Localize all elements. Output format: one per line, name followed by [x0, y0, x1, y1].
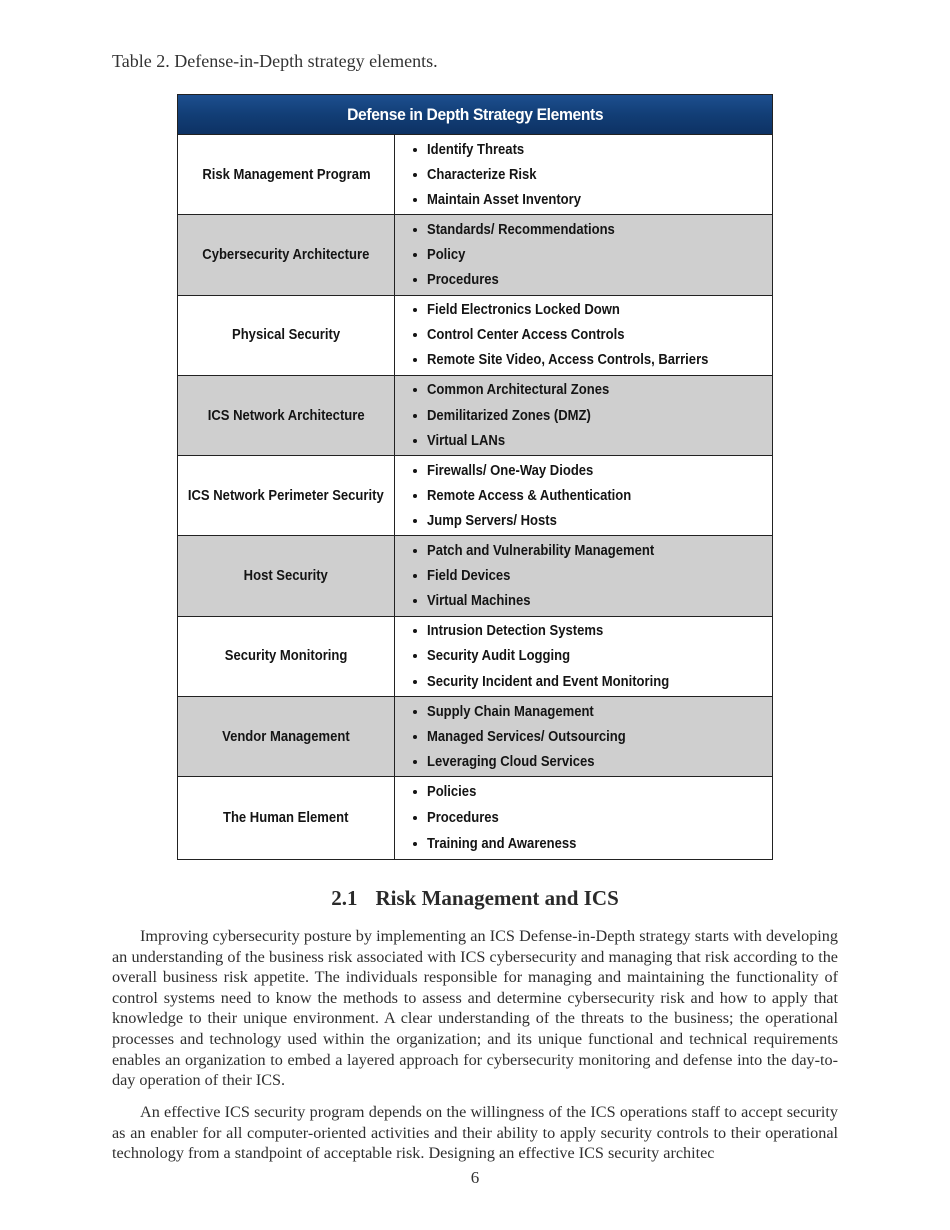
table-row [178, 777, 772, 859]
row-category-label: The Human Element [223, 810, 349, 827]
list-item [413, 463, 772, 479]
list-item [413, 543, 772, 559]
list-item-text: Policies [427, 784, 477, 801]
bullet-icon [413, 278, 417, 282]
bullet-icon [413, 710, 417, 714]
row-category-cell [178, 536, 395, 615]
section-number: 2.1 [331, 886, 358, 910]
list-item [413, 810, 772, 826]
row-items-cell [395, 777, 772, 859]
bullet-icon [413, 519, 417, 523]
list-item-text: Patch and Vulnerability Management [427, 543, 655, 560]
bullet-icon [413, 760, 417, 764]
list-item [413, 784, 772, 800]
list-item-text: Common Architectural Zones [427, 382, 610, 399]
row-items-cell [395, 617, 772, 696]
row-items-cell [395, 456, 772, 535]
bullet-icon [413, 333, 417, 337]
list-item [413, 488, 772, 504]
table-row [178, 697, 772, 777]
list-item-text: Training and Awareness [427, 836, 577, 853]
list-item-text: Virtual Machines [427, 593, 531, 610]
list-item-text: Policy [427, 246, 466, 263]
list-item-text: Security Audit Logging [427, 648, 571, 665]
bullet-icon [413, 414, 417, 418]
row-category-label: Vendor Management [222, 728, 350, 745]
list-item [413, 729, 772, 745]
bullet-icon [413, 735, 417, 739]
list-item-text: Identify Threats [427, 141, 525, 158]
list-item [413, 382, 772, 398]
list-item-text: Field Devices [427, 568, 511, 585]
row-category-cell [178, 376, 395, 455]
row-category-cell [178, 296, 395, 375]
table-title: Defense in Depth Strategy Elements [346, 104, 604, 124]
row-category-label: ICS Network Perimeter Security [188, 487, 384, 504]
list-item [413, 408, 772, 424]
table-header [178, 95, 772, 135]
bullet-icon [413, 173, 417, 177]
list-item [413, 142, 772, 158]
row-category-label: Cybersecurity Architecture [202, 246, 370, 263]
bullet-icon [413, 842, 417, 846]
list-item-text: Firewalls/ One-Way Diodes [427, 462, 594, 479]
row-category-cell [178, 135, 395, 214]
bullet-icon [413, 308, 417, 312]
bullet-icon [413, 253, 417, 257]
list-item [413, 222, 772, 238]
body-paragraph: Improving cybersecurity posture by implementing an ICS Defense-in-Depth strategy starts with developing an understanding of the business risk associated with ICS cybersecurity and managing that risk according to the overall business risk appetite. The individuals responsible for managing and maintaining the functionality of control systems need to know the methods to assess and determine cybersecurity risk and how to apply that knowledge to their unique environment. A clear understanding of the threats to the business; the operational processes and technology used within the organization; and its unique functional and technical requirements enables an organization to embed a layered approach for cybersecurity monitoring and defense into the day-to-day operation of their ICS. [112, 927, 838, 1090]
row-category-cell [178, 456, 395, 535]
defense-in-depth-table [177, 94, 773, 860]
bullet-icon [413, 816, 417, 820]
list-item-text: Leveraging Cloud Services [427, 753, 595, 770]
list-item [413, 327, 772, 343]
list-item [413, 247, 772, 263]
list-item [413, 836, 772, 852]
table-body [178, 135, 772, 859]
list-item [413, 754, 772, 770]
list-item-text: Standards/ Recommendations [427, 221, 615, 238]
row-items-cell [395, 536, 772, 615]
list-item-text: Remote Access & Authentication [427, 487, 632, 504]
bullet-icon [413, 654, 417, 658]
list-item-text: Supply Chain Management [427, 703, 594, 720]
list-item [413, 704, 772, 720]
list-item-text: Control Center Access Controls [427, 327, 625, 344]
table-row [178, 296, 772, 376]
list-item-text: Procedures [427, 272, 499, 289]
row-items-cell [395, 296, 772, 375]
list-item [413, 272, 772, 288]
bullet-icon [413, 388, 417, 392]
row-category-cell [178, 617, 395, 696]
page-number: 6 [470, 1168, 480, 1187]
row-category-label: Host Security [243, 568, 329, 585]
bullet-icon [413, 790, 417, 794]
row-items-cell [395, 135, 772, 214]
list-item [413, 593, 772, 609]
list-item-text: Jump Servers/ Hosts [427, 512, 557, 529]
bullet-icon [413, 148, 417, 152]
bullet-icon [413, 680, 417, 684]
row-category-label: ICS Network Architecture [207, 407, 365, 424]
table-row [178, 215, 772, 295]
bullet-icon [413, 599, 417, 603]
row-items-cell [395, 697, 772, 776]
table-caption: Table 2. Defense-in-Depth strategy elements. [112, 51, 438, 71]
row-category-cell [178, 215, 395, 294]
bullet-icon [413, 549, 417, 553]
bullet-icon [413, 574, 417, 578]
list-item [413, 433, 772, 449]
table-row [178, 376, 772, 456]
list-item-text: Security Incident and Event Monitoring [427, 673, 670, 690]
list-item [413, 192, 772, 208]
list-item [413, 302, 772, 318]
row-items-cell [395, 376, 772, 455]
bullet-icon [413, 439, 417, 443]
list-item [413, 568, 772, 584]
row-category-label: Physical Security [231, 327, 341, 344]
row-category-cell [178, 777, 395, 859]
bullet-icon [413, 494, 417, 498]
list-item-text: Characterize Risk [427, 166, 537, 183]
bullet-icon [413, 469, 417, 473]
list-item [413, 352, 772, 368]
row-items-cell [395, 215, 772, 294]
bullet-icon [413, 198, 417, 202]
list-item-text: Demilitarized Zones (DMZ) [427, 407, 591, 424]
row-category-cell [178, 697, 395, 776]
bullet-icon [413, 358, 417, 362]
row-category-label: Security Monitoring [224, 648, 348, 665]
list-item-text: Maintain Asset Inventory [427, 191, 581, 208]
list-item-text: Field Electronics Locked Down [427, 302, 620, 319]
list-item [413, 674, 772, 690]
list-item-text: Procedures [427, 810, 499, 827]
list-item [413, 513, 772, 529]
body-paragraph: An effective ICS security program depends on the willingness of the ICS operations staff to accept security as an enabler for all computer-oriented activities and their ability to apply security controls to their operational technology from a standpoint of acceptable risk. Designing an effective ICS security architec [112, 1103, 838, 1163]
table-row [178, 135, 772, 215]
list-item-text: Intrusion Detection Systems [427, 623, 604, 640]
bullet-icon [413, 629, 417, 633]
list-item [413, 648, 772, 664]
list-item-text: Virtual LANs [427, 432, 506, 449]
table-row [178, 617, 772, 697]
list-item-text: Managed Services/ Outsourcing [427, 728, 626, 745]
row-category-label: Risk Management Program [201, 166, 371, 183]
table-row [178, 536, 772, 616]
bullet-icon [413, 228, 417, 232]
list-item [413, 623, 772, 639]
list-item-text: Remote Site Video, Access Controls, Barriers [427, 352, 709, 369]
section-title: Risk Management and ICS [375, 886, 619, 910]
list-item [413, 167, 772, 183]
section-heading [0, 886, 950, 911]
table-row [178, 456, 772, 536]
